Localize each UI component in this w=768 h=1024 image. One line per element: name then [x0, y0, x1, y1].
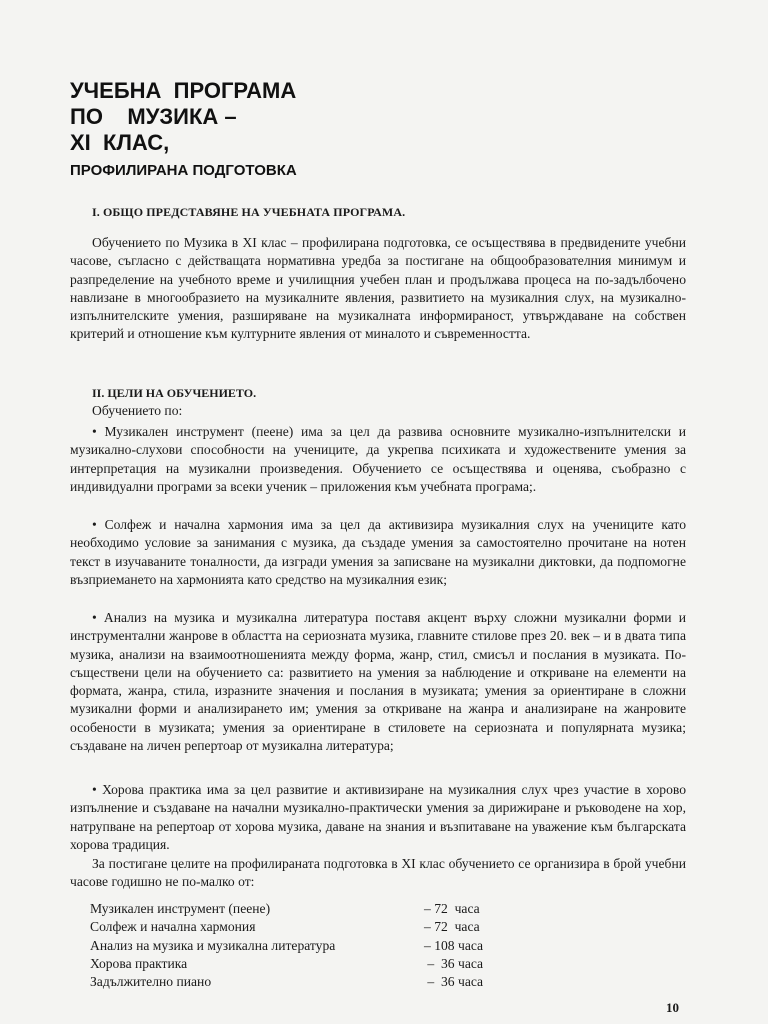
hours-value: – 72 часа [424, 901, 480, 916]
hours-subject: Музикален инструмент (пеене) [90, 901, 271, 916]
hours-subject: Хорова практика [90, 955, 188, 971]
title-line-3: XI КЛАС, [70, 130, 170, 155]
hours-table [90, 900, 483, 991]
table-row [90, 937, 483, 955]
section-1-heading: I. ОБЩО ПРЕДСТАВЯНЕ НА УЧЕБНАТА ПРОГРАМА. [92, 205, 406, 219]
table-row [90, 973, 483, 991]
title-line-2: ПО МУЗИКА – [70, 104, 237, 129]
hours-subject: Анализ на музика и музикална литература [90, 937, 336, 953]
document-subtitle: ПРОФИЛИРАНА ПОДГОТОВКА [70, 162, 297, 179]
section-2-heading: II. ЦЕЛИ НА ОБУЧЕНИЕТО. [92, 386, 257, 400]
hours-value: – 36 часа [424, 974, 484, 990]
table-row [90, 918, 483, 936]
document-title [70, 78, 296, 156]
hours-subject: Задължително пиано [90, 974, 212, 990]
hours-summary-paragraph: За постигане целите на профилираната подготовка в XI клас обучението се организира в брой учебни часове годишно не по-малко от: [70, 856, 686, 890]
section-2-intro: Обучението по: [92, 403, 183, 418]
title-line-1: УЧЕБНА ПРОГРАМА [70, 78, 297, 103]
hours-value: – 72 часа [424, 919, 480, 935]
table-row [90, 955, 483, 973]
goal-bullet-analysis: • Анализ на музика и музикална литература поставя акцент върху сложни музикални форми и инструментални жанрове в областта на сериозната музика, главните стилове през 20. век – и в двата типа музика, анализи на взаимоотношенията между форма, жанр, стил, смисъл и послания в музиката. По-съществени цели на обучението са: развитието на умения за наблюдение и откриване на елементи на формата, жанра, стила, изразните значения и послания в музиката; умения за ориентиране в сложни музикални форми и анализирането им; умения за откриване на жанра и анализиране на жанровите особености в музиката; умения за ориентиране в стиловете на сериозната и популярната музика; създаване на личен репертоар от музикална литература; [70, 610, 686, 754]
goal-bullet-solfege: • Солфеж и начална хармония има за цел да активизира музикалния слух на учениците като необходимо условие за занимания с музика, да създаде умения за самостоятелно прочитане на нотен текст в изучаваните тоналности, да изгради умения за записване на музикални диктовки, да подпомогне възприемането на хармонията като средство на музикалния език; [70, 517, 686, 587]
page-number: 10 [666, 1000, 679, 1015]
hours-subject: Солфеж и начална хармония [90, 919, 256, 935]
table-row [90, 900, 483, 918]
goal-bullet-instrument: • Музикален инструмент (пеене) има за цел да развива основните музикално-изпълнителски и музикално-слухови способности на учениците, да укрепва психиката и художествените умения за интерпретация на музикални произведения. Обучението се осъществява и оценява, съобразно с индивидуални програми за всеки ученик – приложения към учебната програма;. [70, 424, 686, 494]
section-1-paragraph: Обучението по Музика в XI клас – профилирана подготовка, се осъществява в предвидените учебни часове, съгласно с действащата нормативна уредба за постигане на общообразователния минимум и разпределение на учебното време и училищния учебен план и продължава процеса на по-задълбочено навлизане в многообразието на музикалните явления, развитието на музикалния слух, на музикално-изпълнителските умения, разширяване на музикалната информираност, утвърждаване на собствен критерий и отношение към културните явления от миналото и съвременността. [70, 235, 686, 342]
goal-bullet-choir: • Хорова практика има за цел развитие и активизиране на музикалния слух чрез участие в хорово изпълнение и създаване на начални музикално-практически умения за дирижиране и ръководене на хор, натрупване на репертоар от хорова музика, даване на знания и възпитаване на уважение към българската хорова традиция. [70, 782, 686, 852]
hours-value: – 108 часа [424, 937, 484, 953]
hours-value: – 36 часа [424, 955, 484, 971]
